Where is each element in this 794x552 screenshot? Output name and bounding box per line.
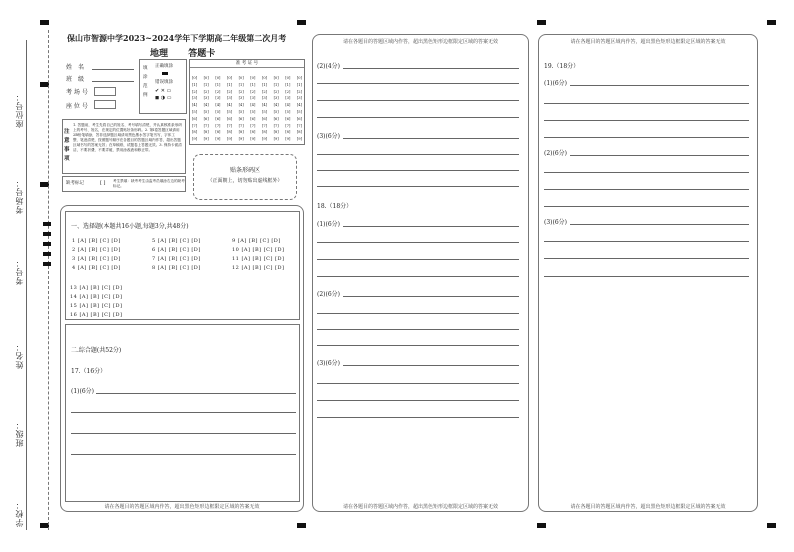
exam-id-bubble[interactable]: [1]: [215, 82, 221, 87]
answer-line[interactable]: [317, 186, 519, 187]
exam-id-bubble[interactable]: [4]: [192, 103, 198, 108]
mc-row-4c[interactable]: 12 [A] [B] [C] [D]: [232, 265, 285, 271]
exam-id-bubble[interactable]: [9]: [238, 137, 244, 142]
exam-id-bubble[interactable]: [1]: [296, 82, 302, 87]
exam-id-bubble[interactable]: [9]: [261, 137, 268, 142]
notice-text: 1. 答题前，考生先将自己的姓名、考号填写清楚，并认真核准条形码上的考号、姓名，在规定的位置贴好条形码。2. 第Ⅰ卷答题区域请用2B铅笔填涂，答非选择题区域请用黑色墨水签字笔书写，字体工整、笔迹清楚，按照题号顺序在各题目的答题区域内作答，超出答题区域书写的答案无效；在草稿纸、试题卷上答题无效。3. 保持卡面清洁，不要折叠，不要弄破，禁用涂改液和修正带。: [73, 123, 182, 152]
exam-id-bubble[interactable]: [4]: [250, 103, 256, 108]
exam-room-label: 考 场 号: [66, 89, 88, 96]
fill-correct-sample: [162, 72, 168, 75]
fill-correct-label: 正确填涂: [155, 64, 173, 69]
mc-row-14[interactable]: 14 [A] [B] [C] [D]: [70, 294, 123, 300]
side-label-name: 姓名：: [15, 342, 24, 369]
exam-id-bubble[interactable]: [2]: [226, 89, 233, 94]
exam-id-bubble[interactable]: [5]: [273, 109, 279, 114]
answer-line[interactable]: [317, 83, 519, 84]
exam-id-bubble[interactable]: [8]: [273, 130, 279, 135]
binding-line: [48, 30, 49, 530]
exam-id-bubble[interactable]: [2]: [215, 89, 221, 94]
alignment-mark-bottom-right: [767, 523, 776, 528]
answer-line[interactable]: [96, 393, 296, 394]
exam-id-bubble[interactable]: [8]: [226, 130, 233, 135]
exam-id-bubble[interactable]: [4]: [238, 103, 244, 108]
mc-row-2c[interactable]: 10 [A] [B] [C] [D]: [232, 247, 285, 253]
side-label-class: 班级：: [15, 420, 24, 447]
exam-id-row: [192, 110, 302, 117]
q19-label: 19.（18分）: [544, 63, 580, 70]
section1-box: [65, 211, 300, 320]
exam-id-bubble[interactable]: [2]: [192, 89, 198, 94]
exam-id-bubble[interactable]: [4]: [296, 103, 302, 108]
exam-id-bubble[interactable]: [6]: [192, 116, 198, 121]
exam-id-bubble[interactable]: [1]: [203, 82, 209, 87]
exam-id-bubble[interactable]: [7]: [226, 123, 233, 128]
exam-id-bubble[interactable]: [6]: [226, 116, 233, 121]
side-label-seat: 座位号：: [15, 92, 24, 128]
exam-id-bubble[interactable]: [3]: [215, 96, 221, 101]
exam-id-bubble[interactable]: [0]: [273, 76, 279, 80]
exam-id-bubble[interactable]: [2]: [203, 89, 209, 94]
exam-id-bubble[interactable]: [3]: [261, 96, 268, 101]
answer-line[interactable]: [544, 258, 749, 259]
q18-3-label: (3)(6分): [317, 360, 340, 367]
mc-row-3b[interactable]: 7 [A] [B] [C] [D]: [152, 256, 201, 262]
exam-id-bubble[interactable]: [6]: [215, 116, 221, 121]
q17-3-label: (3)(6分): [317, 133, 340, 140]
answer-line[interactable]: [544, 137, 749, 138]
name-label: 姓 名: [66, 64, 85, 71]
missing-box: [62, 176, 186, 192]
exam-id-bubble[interactable]: [8]: [296, 130, 302, 135]
answer-line[interactable]: [570, 224, 749, 225]
exam-id-bubble[interactable]: [2]: [238, 89, 244, 94]
answer-line[interactable]: [343, 296, 519, 297]
side-timing-mark: [43, 252, 51, 256]
exam-id-bubble[interactable]: [6]: [296, 116, 302, 121]
answer-line[interactable]: [544, 120, 749, 121]
exam-id-bubble[interactable]: [1]: [250, 82, 256, 87]
barcode-subtitle: （正面朝上，切勿贴出虚线框外）: [207, 178, 283, 184]
barcode-area: [193, 154, 297, 200]
answer-line[interactable]: [317, 117, 519, 118]
exam-id-bubble[interactable]: [8]: [203, 130, 209, 135]
exam-id-bubble[interactable]: [9]: [215, 137, 221, 142]
seat-box[interactable]: [94, 100, 116, 109]
section2-title: 二.综合题(共52分): [71, 347, 122, 354]
panel-2-footer: 请在各题目的答题区域内作答，超出黑色矩形边框限定区域的答案无效: [342, 504, 498, 510]
exam-id-digit-grid[interactable]: [192, 76, 302, 144]
q18-1-label: (1)(6分): [317, 221, 340, 228]
mc-row-3a[interactable]: 3 [A] [B] [C] [D]: [72, 256, 121, 262]
missing-checkbox[interactable]: [ ]: [100, 180, 106, 186]
exam-id-bubble[interactable]: [1]: [192, 82, 198, 87]
section1-title: 一、选择题(本题共16小题,每题3分,共48分): [71, 223, 189, 230]
exam-id-bubble[interactable]: [2]: [296, 89, 302, 94]
answer-line[interactable]: [317, 170, 519, 171]
exam-id-bubble[interactable]: [7]: [285, 123, 291, 128]
exam-id-bubble[interactable]: [1]: [226, 82, 233, 87]
exam-id-bubble[interactable]: [7]: [261, 123, 268, 128]
exam-id-bubble[interactable]: [3]: [273, 96, 279, 101]
side-label-examno: 考号：: [15, 258, 24, 285]
exam-id-row: [192, 103, 302, 110]
answer-line[interactable]: [317, 313, 519, 314]
alignment-mark-top-2: [297, 20, 306, 25]
answer-line[interactable]: [317, 383, 519, 384]
exam-id-bubble[interactable]: [7]: [273, 123, 279, 128]
answer-panel-2: [312, 34, 529, 512]
exam-id-bubble[interactable]: [4]: [226, 103, 233, 108]
answer-line[interactable]: [317, 259, 519, 260]
fill-example-label: 填涂范例: [143, 66, 148, 98]
exam-id-bubble[interactable]: [6]: [250, 116, 256, 121]
answer-line[interactable]: [343, 68, 519, 69]
answer-line[interactable]: [317, 100, 519, 101]
exam-id-bubble[interactable]: [8]: [192, 130, 198, 135]
answer-line[interactable]: [317, 154, 519, 155]
exam-id-bubble[interactable]: [9]: [203, 137, 209, 142]
q19-3-label: (3)(6分): [544, 219, 567, 226]
alignment-mark-top-left: [40, 20, 49, 25]
exam-id-bubble[interactable]: [3]: [226, 96, 233, 101]
exam-id-bubble[interactable]: [0]: [226, 76, 233, 80]
answer-line[interactable]: [544, 206, 749, 207]
answer-line[interactable]: [317, 417, 519, 418]
answer-line[interactable]: [570, 155, 749, 156]
side-label-room: 考场号：: [15, 178, 24, 214]
exam-id-row: [192, 76, 302, 83]
exam-id-bubble[interactable]: [5]: [285, 109, 291, 114]
answer-line[interactable]: [71, 433, 296, 434]
answer-line[interactable]: [317, 345, 519, 346]
exam-id-bubble[interactable]: [5]: [238, 109, 244, 114]
exam-id-bubble[interactable]: [3]: [238, 96, 244, 101]
exam-id-row: [192, 90, 302, 97]
fill-wrong-samples-2: ◼ ◑ ▭: [155, 95, 172, 101]
panel-3-header: 请在各题目的答题区域内作答，超出黑色矩形边框限定区域的答案无效: [570, 39, 726, 45]
exam-id-row: [192, 83, 302, 90]
exam-id-bubble[interactable]: [8]: [261, 130, 268, 135]
exam-id-bubble[interactable]: [8]: [250, 130, 256, 135]
exam-id-row: [192, 96, 302, 103]
missing-label: 缺考标记: [66, 181, 84, 186]
exam-id-bubble[interactable]: [9]: [226, 137, 233, 142]
card-name: 答题卡: [188, 49, 216, 59]
exam-id-bubble[interactable]: [4]: [273, 103, 279, 108]
q17-2-label: (2)(4分): [317, 63, 340, 70]
exam-id-row: [192, 137, 302, 144]
mc-row-4a[interactable]: 4 [A] [B] [C] [D]: [72, 265, 121, 271]
fill-example-box: [139, 59, 187, 114]
exam-id-bubble[interactable]: [0]: [296, 76, 302, 80]
missing-note: 考生禁填：缺考考生由监考员填涂右边的缺考标记。: [113, 179, 185, 188]
mc-row-15[interactable]: 15 [A] [B] [C] [D]: [70, 303, 123, 309]
exam-id-bubble[interactable]: [2]: [273, 89, 279, 94]
exam-id-bubble[interactable]: [0]: [238, 76, 244, 80]
exam-id-bubble[interactable]: [7]: [250, 123, 256, 128]
answer-line[interactable]: [544, 241, 749, 242]
q17-label: 17.（16分）: [71, 368, 107, 375]
exam-id-bubble[interactable]: [8]: [238, 130, 244, 135]
exam-id-bubble[interactable]: [2]: [261, 89, 268, 94]
exam-id-bubble[interactable]: [7]: [296, 123, 302, 128]
alignment-mark-top-right: [767, 20, 776, 25]
exam-id-bubble[interactable]: [0]: [215, 76, 221, 80]
answer-line[interactable]: [343, 138, 519, 139]
exam-id-bubble[interactable]: [9]: [192, 137, 198, 142]
exam-id-label: 准 考 证 号: [190, 61, 304, 68]
exam-id-bubble[interactable]: [3]: [285, 96, 291, 101]
panel-2-header: 请在各题目的答题区域内作答，超出黑色矩形边框限定区域的答案无效: [342, 39, 498, 45]
exam-id-bubble[interactable]: [1]: [285, 82, 291, 87]
panel-3-footer: 请在各题目的答题区域内作答，超出黑色矩形边框限定区域的答案无效: [570, 504, 726, 510]
q18-label: 18.（18分）: [317, 203, 353, 210]
answer-line[interactable]: [343, 365, 519, 366]
answer-line[interactable]: [544, 172, 749, 173]
answer-line[interactable]: [544, 276, 749, 277]
side-timing-mark: [43, 232, 51, 236]
exam-id-bubble[interactable]: [0]: [192, 76, 198, 80]
exam-id-bubble[interactable]: [6]: [285, 116, 291, 121]
exam-id-bubble[interactable]: [2]: [250, 89, 256, 94]
side-timing-mark: [43, 222, 51, 226]
section2-box: [65, 324, 300, 502]
side-underline: [26, 40, 27, 530]
exam-id-row: [192, 130, 302, 137]
exam-id-bubble[interactable]: [4]: [215, 103, 221, 108]
exam-id-bubble[interactable]: [5]: [215, 109, 221, 114]
exam-id-bubble[interactable]: [6]: [261, 116, 268, 121]
alignment-mark-bottom-2: [297, 523, 306, 528]
barcode-title: 贴条形码区: [229, 167, 260, 174]
exam-id-bubble[interactable]: [1]: [261, 82, 268, 87]
subject-title: [150, 46, 215, 59]
answer-line[interactable]: [317, 329, 519, 330]
exam-id-bubble[interactable]: [0]: [285, 76, 291, 80]
mc-row-2b[interactable]: 6 [A] [B] [C] [D]: [152, 247, 201, 253]
exam-id-row: [192, 117, 302, 124]
side-timing-mark: [43, 262, 51, 266]
exam-id-bubble[interactable]: [6]: [238, 116, 244, 121]
mc-row-1a[interactable]: 1 [A] [B] [C] [D]: [72, 238, 121, 244]
mc-row-2a[interactable]: 2 [A] [B] [C] [D]: [72, 247, 121, 253]
q19-1-label: (1)(6分): [544, 80, 567, 87]
exam-room-box[interactable]: [94, 87, 116, 96]
exam-id-bubble[interactable]: [7]: [215, 123, 221, 128]
answer-line[interactable]: [317, 400, 519, 401]
answer-line[interactable]: [343, 226, 519, 227]
answer-line[interactable]: [71, 454, 296, 455]
exam-id-bubble[interactable]: [7]: [203, 123, 209, 128]
answer-line[interactable]: [570, 85, 749, 86]
exam-id-bubble[interactable]: [8]: [285, 130, 291, 135]
exam-id-bubble[interactable]: [3]: [296, 96, 302, 101]
exam-id-bubble[interactable]: [0]: [250, 76, 256, 80]
exam-id-grid[interactable]: [189, 59, 305, 145]
mc-row-1b[interactable]: 5 [A] [B] [C] [D]: [152, 238, 201, 244]
alignment-mark-bottom-3: [537, 523, 546, 528]
exam-id-row: [192, 124, 302, 131]
exam-id-bubble[interactable]: [5]: [192, 109, 198, 114]
exam-id-bubble[interactable]: [1]: [238, 82, 244, 87]
name-field[interactable]: [92, 69, 134, 70]
notice-box: [62, 119, 186, 174]
fill-wrong-samples: ✔ ✕ ▭: [155, 88, 172, 94]
answer-line[interactable]: [317, 242, 519, 243]
exam-id-bubble[interactable]: [9]: [250, 137, 256, 142]
exam-title: 保山市智源中学2023~2024学年下学期高二年级第二次月考: [67, 33, 287, 43]
exam-id-bubble[interactable]: [4]: [261, 103, 268, 108]
side-label-school: 学校：: [15, 500, 24, 527]
mc-row-4b[interactable]: 8 [A] [B] [C] [D]: [152, 265, 201, 271]
mc-row-13[interactable]: 13 [A] [B] [C] [D]: [70, 285, 123, 291]
exam-id-bubble[interactable]: [6]: [273, 116, 279, 121]
exam-id-bubble[interactable]: [5]: [296, 109, 302, 114]
exam-id-bubble[interactable]: [5]: [250, 109, 256, 114]
exam-id-bubble[interactable]: [5]: [261, 109, 268, 114]
mc-row-3c[interactable]: 11 [A] [B] [C] [D]: [232, 256, 285, 262]
class-field[interactable]: [92, 81, 134, 82]
exam-id-bubble[interactable]: [0]: [203, 76, 209, 80]
q19-2-label: (2)(6分): [544, 150, 567, 157]
answer-panel-3: [538, 34, 758, 512]
q18-2-label: (2)(6分): [317, 291, 340, 298]
exam-id-bubble[interactable]: [4]: [285, 103, 291, 108]
answer-line[interactable]: [544, 103, 749, 104]
fill-wrong-label: 错误填涂: [155, 80, 173, 85]
exam-id-bubble[interactable]: [4]: [203, 103, 209, 108]
mc-row-1c[interactable]: 9 [A] [B] [C] [D]: [232, 238, 281, 244]
seat-label: 座 位 号: [66, 103, 88, 110]
exam-id-bubble[interactable]: [1]: [273, 82, 279, 87]
answer-line[interactable]: [544, 189, 749, 190]
panel-1-footer: 请在各题目的答题区域内作答，超出黑色矩形边框限定区域的答案无效: [104, 504, 260, 510]
exam-id-bubble[interactable]: [8]: [215, 130, 221, 135]
exam-id-bubble[interactable]: [5]: [226, 109, 233, 114]
alignment-mark-top-3: [537, 20, 546, 25]
class-label: 班 级: [66, 76, 85, 83]
answer-line[interactable]: [71, 412, 296, 413]
answer-line[interactable]: [317, 276, 519, 277]
exam-id-bubble[interactable]: [5]: [203, 109, 209, 114]
side-timing-mark: [43, 242, 51, 246]
exam-id-bubble[interactable]: [0]: [261, 76, 268, 80]
exam-id-bubble[interactable]: [3]: [203, 96, 209, 101]
exam-id-bubble[interactable]: [7]: [238, 123, 244, 128]
mc-row-16[interactable]: 16 [A] [B] [C] [D]: [70, 312, 123, 318]
exam-id-bubble[interactable]: [9]: [296, 137, 302, 142]
exam-id-bubble[interactable]: [2]: [285, 89, 291, 94]
q17-1-label: (1)(6分): [71, 388, 94, 395]
exam-id-bubble[interactable]: [3]: [250, 96, 256, 101]
subject-name: 地理: [150, 49, 169, 59]
exam-id-bubble[interactable]: [9]: [285, 137, 291, 142]
exam-id-bubble[interactable]: [6]: [203, 116, 209, 121]
exam-id-bubble[interactable]: [7]: [192, 123, 198, 128]
notice-label: 注意事项: [64, 129, 70, 162]
exam-id-bubble[interactable]: [3]: [192, 96, 198, 101]
exam-id-bubble[interactable]: [9]: [273, 137, 279, 142]
